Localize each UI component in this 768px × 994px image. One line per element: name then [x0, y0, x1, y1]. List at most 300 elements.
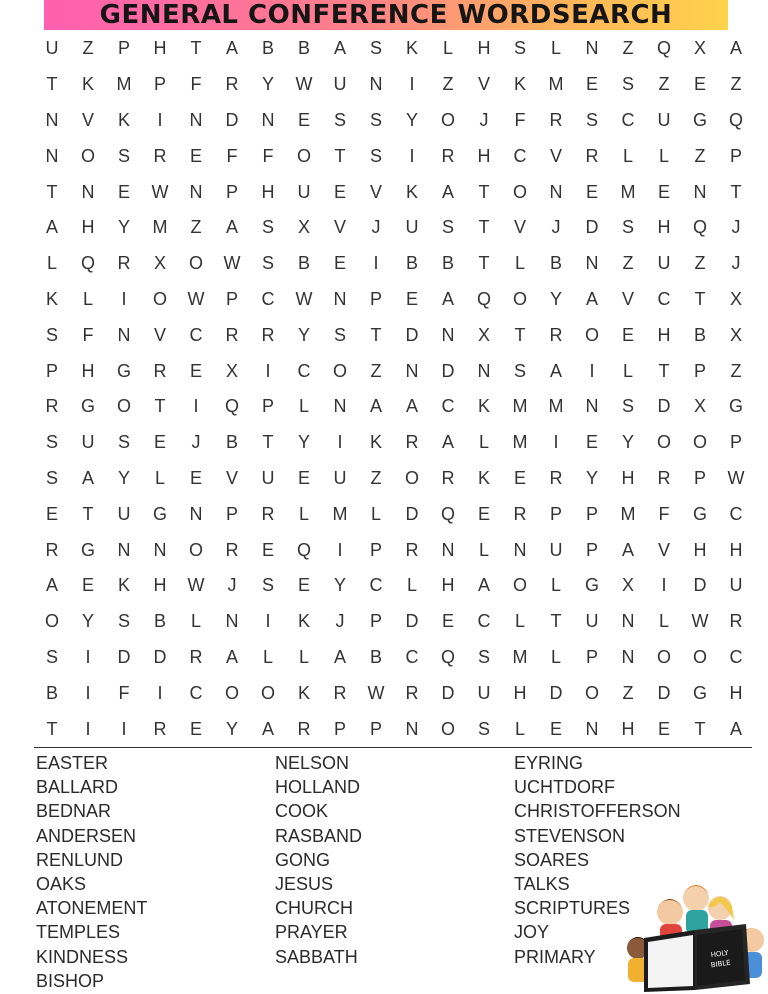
- grid-cell[interactable]: S: [513, 38, 526, 59]
- grid-cell[interactable]: N: [189, 181, 203, 202]
- grid-cell[interactable]: P: [45, 360, 58, 381]
- grid-cell[interactable]: G: [692, 503, 707, 524]
- grid-cell[interactable]: O: [440, 718, 455, 739]
- grid-cell[interactable]: K: [45, 288, 58, 309]
- grid-cell[interactable]: S: [369, 145, 382, 166]
- grid-cell[interactable]: Y: [297, 432, 310, 453]
- grid-cell[interactable]: O: [692, 646, 707, 667]
- grid-cell[interactable]: N: [153, 539, 167, 560]
- grid-cell[interactable]: S: [585, 109, 598, 130]
- grid-cell[interactable]: S: [45, 432, 58, 453]
- grid-cell[interactable]: N: [477, 360, 491, 381]
- grid-cell[interactable]: I: [409, 74, 415, 95]
- grid-cell[interactable]: U: [261, 467, 275, 488]
- grid-cell[interactable]: N: [81, 181, 95, 202]
- grid-cell[interactable]: E: [189, 467, 202, 488]
- grid-cell[interactable]: I: [661, 575, 667, 596]
- grid-cell[interactable]: Y: [549, 288, 562, 309]
- grid-cell[interactable]: H: [657, 217, 671, 238]
- grid-cell[interactable]: X: [693, 38, 706, 59]
- grid-cell[interactable]: K: [405, 181, 418, 202]
- grid-cell[interactable]: U: [657, 109, 671, 130]
- grid-cell[interactable]: H: [621, 467, 635, 488]
- grid-cell[interactable]: D: [585, 217, 599, 238]
- grid-cell[interactable]: J: [191, 432, 201, 453]
- grid-cell[interactable]: D: [153, 646, 167, 667]
- grid-cell[interactable]: A: [585, 288, 598, 309]
- grid-cell[interactable]: E: [81, 575, 94, 596]
- grid-cell[interactable]: A: [261, 718, 274, 739]
- grid-cell[interactable]: I: [553, 432, 559, 453]
- grid-cell[interactable]: O: [188, 539, 203, 560]
- grid-cell[interactable]: I: [589, 360, 595, 381]
- grid-cell[interactable]: I: [409, 145, 415, 166]
- grid-cell[interactable]: B: [261, 38, 274, 59]
- grid-cell[interactable]: C: [729, 503, 743, 524]
- grid-cell[interactable]: V: [225, 467, 238, 488]
- grid-cell[interactable]: V: [333, 217, 346, 238]
- grid-cell[interactable]: P: [117, 38, 130, 59]
- grid-cell[interactable]: V: [657, 539, 670, 560]
- grid-cell[interactable]: L: [190, 611, 201, 632]
- grid-cell[interactable]: K: [477, 467, 490, 488]
- grid-cell[interactable]: A: [81, 467, 94, 488]
- grid-cell[interactable]: R: [153, 145, 167, 166]
- grid-cell[interactable]: N: [621, 611, 635, 632]
- grid-cell[interactable]: O: [224, 682, 239, 703]
- grid-cell[interactable]: A: [729, 38, 742, 59]
- grid-cell[interactable]: J: [479, 109, 489, 130]
- grid-cell[interactable]: J: [335, 611, 345, 632]
- grid-cell[interactable]: Z: [694, 253, 706, 274]
- grid-cell[interactable]: I: [85, 682, 91, 703]
- grid-cell[interactable]: U: [657, 253, 671, 274]
- grid-cell[interactable]: A: [45, 575, 58, 596]
- grid-cell[interactable]: Q: [440, 646, 455, 667]
- grid-cell[interactable]: U: [729, 575, 743, 596]
- grid-cell[interactable]: Z: [622, 682, 634, 703]
- grid-cell[interactable]: R: [657, 467, 671, 488]
- grid-cell[interactable]: Y: [585, 467, 598, 488]
- grid-cell[interactable]: D: [657, 682, 671, 703]
- grid-cell[interactable]: D: [225, 109, 239, 130]
- grid-cell[interactable]: A: [225, 38, 238, 59]
- grid-cell[interactable]: R: [513, 503, 527, 524]
- grid-cell[interactable]: I: [193, 396, 199, 417]
- grid-cell[interactable]: M: [620, 181, 636, 202]
- grid-cell[interactable]: K: [117, 109, 130, 130]
- grid-cell[interactable]: M: [332, 503, 348, 524]
- grid-cell[interactable]: O: [80, 145, 95, 166]
- grid-cell[interactable]: Y: [117, 217, 130, 238]
- grid-cell[interactable]: P: [333, 718, 346, 739]
- grid-cell[interactable]: N: [585, 253, 599, 274]
- grid-cell[interactable]: E: [117, 181, 130, 202]
- grid-cell[interactable]: A: [441, 432, 454, 453]
- grid-cell[interactable]: B: [297, 38, 310, 59]
- grid-cell[interactable]: T: [334, 145, 346, 166]
- grid-cell[interactable]: B: [369, 646, 382, 667]
- grid-cell[interactable]: R: [153, 360, 167, 381]
- grid-cell[interactable]: E: [585, 74, 598, 95]
- grid-cell[interactable]: H: [513, 682, 527, 703]
- grid-cell[interactable]: T: [46, 181, 58, 202]
- grid-cell[interactable]: U: [117, 503, 131, 524]
- grid-cell[interactable]: L: [298, 396, 309, 417]
- grid-cell[interactable]: L: [298, 503, 309, 524]
- grid-cell[interactable]: T: [478, 181, 490, 202]
- grid-cell[interactable]: V: [369, 181, 382, 202]
- grid-cell[interactable]: U: [45, 38, 59, 59]
- grid-cell[interactable]: P: [369, 539, 382, 560]
- grid-cell[interactable]: N: [45, 145, 59, 166]
- grid-cell[interactable]: Z: [82, 38, 94, 59]
- grid-cell[interactable]: P: [549, 503, 562, 524]
- grid-cell[interactable]: O: [296, 145, 311, 166]
- grid-cell[interactable]: P: [585, 646, 598, 667]
- grid-cell[interactable]: H: [693, 539, 707, 560]
- grid-cell[interactable]: N: [225, 611, 239, 632]
- grid-cell[interactable]: A: [441, 288, 454, 309]
- grid-cell[interactable]: W: [367, 682, 385, 703]
- grid-cell[interactable]: S: [369, 38, 382, 59]
- grid-cell[interactable]: T: [550, 611, 562, 632]
- grid-cell[interactable]: R: [297, 718, 311, 739]
- grid-cell[interactable]: E: [189, 145, 202, 166]
- grid-cell[interactable]: M: [116, 74, 132, 95]
- grid-cell[interactable]: E: [657, 718, 670, 739]
- grid-cell[interactable]: X: [153, 253, 166, 274]
- grid-cell[interactable]: Q: [476, 288, 491, 309]
- grid-cell[interactable]: Q: [80, 253, 95, 274]
- grid-cell[interactable]: R: [45, 396, 59, 417]
- grid-cell[interactable]: R: [225, 539, 239, 560]
- grid-cell[interactable]: D: [405, 503, 419, 524]
- grid-cell[interactable]: R: [585, 145, 599, 166]
- grid-cell[interactable]: A: [225, 217, 238, 238]
- grid-cell[interactable]: E: [333, 253, 346, 274]
- grid-cell[interactable]: W: [187, 575, 205, 596]
- grid-cell[interactable]: Z: [622, 38, 634, 59]
- grid-cell[interactable]: Z: [658, 74, 670, 95]
- grid-cell[interactable]: P: [369, 288, 382, 309]
- grid-cell[interactable]: A: [621, 539, 634, 560]
- grid-cell[interactable]: K: [297, 611, 310, 632]
- grid-cell[interactable]: R: [153, 718, 167, 739]
- grid-cell[interactable]: X: [297, 217, 310, 238]
- grid-cell[interactable]: W: [151, 181, 169, 202]
- grid-cell[interactable]: H: [729, 539, 743, 560]
- grid-cell[interactable]: Q: [728, 109, 743, 130]
- grid-cell[interactable]: N: [117, 539, 131, 560]
- grid-cell[interactable]: J: [551, 217, 561, 238]
- grid-cell[interactable]: E: [405, 288, 418, 309]
- grid-cell[interactable]: S: [369, 109, 382, 130]
- grid-cell[interactable]: E: [585, 432, 598, 453]
- grid-cell[interactable]: N: [369, 74, 383, 95]
- grid-cell[interactable]: Q: [296, 539, 311, 560]
- grid-cell[interactable]: I: [157, 109, 163, 130]
- grid-cell[interactable]: F: [190, 74, 202, 95]
- grid-cell[interactable]: A: [333, 38, 346, 59]
- grid-cell[interactable]: P: [225, 181, 238, 202]
- grid-cell[interactable]: M: [152, 217, 168, 238]
- grid-cell[interactable]: X: [225, 360, 238, 381]
- grid-cell[interactable]: A: [549, 360, 562, 381]
- grid-cell[interactable]: T: [658, 360, 670, 381]
- grid-cell[interactable]: Y: [405, 109, 418, 130]
- grid-cell[interactable]: S: [333, 109, 346, 130]
- grid-cell[interactable]: O: [332, 360, 347, 381]
- grid-cell[interactable]: H: [81, 360, 95, 381]
- grid-cell[interactable]: L: [514, 718, 525, 739]
- grid-cell[interactable]: R: [441, 145, 455, 166]
- grid-cell[interactable]: S: [45, 467, 58, 488]
- grid-cell[interactable]: H: [477, 145, 491, 166]
- grid-cell[interactable]: T: [730, 181, 742, 202]
- grid-cell[interactable]: K: [405, 38, 418, 59]
- grid-cell[interactable]: P: [585, 503, 598, 524]
- grid-cell[interactable]: D: [405, 324, 419, 345]
- grid-cell[interactable]: M: [512, 432, 528, 453]
- grid-cell[interactable]: G: [80, 396, 95, 417]
- grid-cell[interactable]: E: [549, 718, 562, 739]
- grid-cell[interactable]: L: [658, 611, 669, 632]
- grid-cell[interactable]: T: [46, 74, 58, 95]
- grid-cell[interactable]: N: [441, 324, 455, 345]
- grid-cell[interactable]: D: [405, 611, 419, 632]
- grid-cell[interactable]: B: [45, 682, 58, 703]
- grid-cell[interactable]: U: [405, 217, 419, 238]
- grid-cell[interactable]: N: [333, 396, 347, 417]
- grid-cell[interactable]: M: [548, 74, 564, 95]
- grid-cell[interactable]: S: [45, 646, 58, 667]
- grid-cell[interactable]: K: [513, 74, 526, 95]
- grid-cell[interactable]: I: [157, 682, 163, 703]
- grid-cell[interactable]: P: [261, 396, 274, 417]
- grid-cell[interactable]: T: [694, 288, 706, 309]
- grid-cell[interactable]: Z: [370, 467, 382, 488]
- grid-cell[interactable]: V: [621, 288, 634, 309]
- grid-cell[interactable]: R: [405, 682, 419, 703]
- grid-cell[interactable]: E: [513, 467, 526, 488]
- grid-cell[interactable]: B: [225, 432, 238, 453]
- grid-cell[interactable]: D: [549, 682, 563, 703]
- grid-cell[interactable]: E: [189, 718, 202, 739]
- grid-cell[interactable]: E: [657, 181, 670, 202]
- grid-cell[interactable]: Y: [225, 718, 238, 739]
- grid-cell[interactable]: S: [333, 324, 346, 345]
- grid-cell[interactable]: N: [333, 288, 347, 309]
- grid-cell[interactable]: L: [262, 646, 273, 667]
- grid-cell[interactable]: Z: [190, 217, 202, 238]
- grid-cell[interactable]: N: [117, 324, 131, 345]
- grid-cell[interactable]: F: [658, 503, 670, 524]
- grid-cell[interactable]: D: [441, 360, 455, 381]
- grid-cell[interactable]: A: [225, 646, 238, 667]
- grid-cell[interactable]: G: [692, 109, 707, 130]
- grid-cell[interactable]: B: [297, 253, 310, 274]
- grid-cell[interactable]: L: [82, 288, 93, 309]
- grid-cell[interactable]: H: [657, 324, 671, 345]
- grid-cell[interactable]: L: [370, 503, 381, 524]
- grid-cell[interactable]: Q: [440, 503, 455, 524]
- grid-cell[interactable]: H: [441, 575, 455, 596]
- grid-cell[interactable]: K: [297, 682, 310, 703]
- grid-cell[interactable]: L: [550, 646, 561, 667]
- grid-cell[interactable]: I: [121, 288, 127, 309]
- grid-cell[interactable]: N: [513, 539, 527, 560]
- grid-cell[interactable]: L: [514, 611, 525, 632]
- grid-cell[interactable]: U: [81, 432, 95, 453]
- grid-cell[interactable]: U: [297, 181, 311, 202]
- grid-cell[interactable]: S: [621, 217, 634, 238]
- grid-cell[interactable]: M: [548, 396, 564, 417]
- grid-cell[interactable]: C: [189, 682, 203, 703]
- grid-cell[interactable]: D: [117, 646, 131, 667]
- grid-cell[interactable]: X: [729, 288, 742, 309]
- grid-cell[interactable]: G: [728, 396, 743, 417]
- grid-cell[interactable]: N: [405, 718, 419, 739]
- grid-cell[interactable]: S: [513, 360, 526, 381]
- grid-cell[interactable]: H: [261, 181, 275, 202]
- grid-cell[interactable]: M: [512, 396, 528, 417]
- grid-cell[interactable]: E: [333, 181, 346, 202]
- grid-cell[interactable]: Z: [370, 360, 382, 381]
- grid-cell[interactable]: T: [262, 432, 274, 453]
- grid-cell[interactable]: S: [621, 396, 634, 417]
- grid-cell[interactable]: S: [477, 646, 490, 667]
- grid-cell[interactable]: C: [729, 646, 743, 667]
- grid-cell[interactable]: H: [81, 217, 95, 238]
- grid-cell[interactable]: P: [369, 611, 382, 632]
- grid-cell[interactable]: B: [153, 611, 166, 632]
- grid-cell[interactable]: R: [441, 467, 455, 488]
- grid-cell[interactable]: G: [80, 539, 95, 560]
- grid-cell[interactable]: A: [441, 181, 454, 202]
- grid-cell[interactable]: S: [117, 611, 130, 632]
- grid-cell[interactable]: O: [656, 646, 671, 667]
- grid-cell[interactable]: A: [45, 217, 58, 238]
- grid-cell[interactable]: N: [549, 181, 563, 202]
- grid-cell[interactable]: P: [729, 145, 742, 166]
- grid-cell[interactable]: H: [621, 718, 635, 739]
- grid-cell[interactable]: I: [337, 539, 343, 560]
- grid-cell[interactable]: L: [622, 145, 633, 166]
- grid-cell[interactable]: T: [154, 396, 166, 417]
- grid-cell[interactable]: Y: [621, 432, 634, 453]
- grid-cell[interactable]: Y: [81, 611, 94, 632]
- grid-cell[interactable]: H: [153, 38, 167, 59]
- grid-cell[interactable]: K: [117, 575, 130, 596]
- grid-cell[interactable]: M: [620, 503, 636, 524]
- grid-cell[interactable]: P: [225, 503, 238, 524]
- grid-cell[interactable]: I: [373, 253, 379, 274]
- grid-cell[interactable]: E: [297, 109, 310, 130]
- grid-cell[interactable]: G: [116, 360, 131, 381]
- grid-cell[interactable]: D: [441, 682, 455, 703]
- grid-cell[interactable]: N: [189, 503, 203, 524]
- grid-cell[interactable]: I: [337, 432, 343, 453]
- grid-cell[interactable]: N: [189, 109, 203, 130]
- grid-cell[interactable]: G: [152, 503, 167, 524]
- grid-cell[interactable]: N: [45, 109, 59, 130]
- grid-cell[interactable]: C: [441, 396, 455, 417]
- grid-cell[interactable]: E: [261, 539, 274, 560]
- grid-cell[interactable]: O: [584, 682, 599, 703]
- grid-cell[interactable]: U: [333, 74, 347, 95]
- grid-cell[interactable]: L: [658, 145, 669, 166]
- grid-cell[interactable]: B: [405, 253, 418, 274]
- grid-cell[interactable]: W: [295, 74, 313, 95]
- grid-cell[interactable]: T: [694, 718, 706, 739]
- grid-cell[interactable]: Z: [730, 360, 742, 381]
- grid-cell[interactable]: Y: [333, 575, 346, 596]
- grid-cell[interactable]: L: [298, 646, 309, 667]
- grid-cell[interactable]: N: [585, 396, 599, 417]
- grid-cell[interactable]: R: [549, 467, 563, 488]
- grid-cell[interactable]: S: [45, 324, 58, 345]
- grid-cell[interactable]: N: [585, 38, 599, 59]
- grid-cell[interactable]: E: [45, 503, 58, 524]
- grid-cell[interactable]: F: [514, 109, 526, 130]
- grid-cell[interactable]: P: [225, 288, 238, 309]
- grid-cell[interactable]: E: [153, 432, 166, 453]
- grid-cell[interactable]: R: [729, 611, 743, 632]
- grid-cell[interactable]: F: [82, 324, 94, 345]
- grid-cell[interactable]: H: [729, 682, 743, 703]
- grid-cell[interactable]: O: [440, 109, 455, 130]
- grid-cell[interactable]: R: [189, 646, 203, 667]
- grid-cell[interactable]: T: [370, 324, 382, 345]
- grid-cell[interactable]: V: [513, 217, 526, 238]
- grid-cell[interactable]: P: [693, 360, 706, 381]
- grid-cell[interactable]: I: [265, 611, 271, 632]
- grid-cell[interactable]: S: [261, 253, 274, 274]
- grid-cell[interactable]: L: [46, 253, 57, 274]
- grid-cell[interactable]: S: [261, 575, 274, 596]
- letter-grid[interactable]: [34, 31, 754, 747]
- grid-cell[interactable]: F: [226, 145, 238, 166]
- grid-cell[interactable]: P: [369, 718, 382, 739]
- grid-cell[interactable]: N: [261, 109, 275, 130]
- grid-cell[interactable]: B: [441, 253, 454, 274]
- grid-cell[interactable]: R: [333, 682, 347, 703]
- grid-cell[interactable]: T: [190, 38, 202, 59]
- grid-cell[interactable]: U: [549, 539, 563, 560]
- grid-cell[interactable]: E: [621, 324, 634, 345]
- grid-cell[interactable]: J: [731, 253, 741, 274]
- grid-cell[interactable]: Y: [261, 74, 274, 95]
- grid-cell[interactable]: F: [262, 145, 274, 166]
- grid-cell[interactable]: C: [189, 324, 203, 345]
- grid-cell[interactable]: A: [477, 575, 490, 596]
- grid-cell[interactable]: L: [478, 432, 489, 453]
- grid-cell[interactable]: R: [549, 324, 563, 345]
- grid-cell[interactable]: P: [153, 74, 166, 95]
- grid-cell[interactable]: W: [691, 611, 709, 632]
- grid-cell[interactable]: K: [477, 396, 490, 417]
- grid-cell[interactable]: O: [260, 682, 275, 703]
- grid-cell[interactable]: N: [441, 539, 455, 560]
- grid-cell[interactable]: S: [477, 718, 490, 739]
- grid-cell[interactable]: D: [657, 396, 671, 417]
- grid-cell[interactable]: O: [512, 288, 527, 309]
- grid-cell[interactable]: E: [585, 181, 598, 202]
- grid-cell[interactable]: T: [82, 503, 94, 524]
- grid-cell[interactable]: S: [117, 432, 130, 453]
- grid-cell[interactable]: A: [369, 396, 382, 417]
